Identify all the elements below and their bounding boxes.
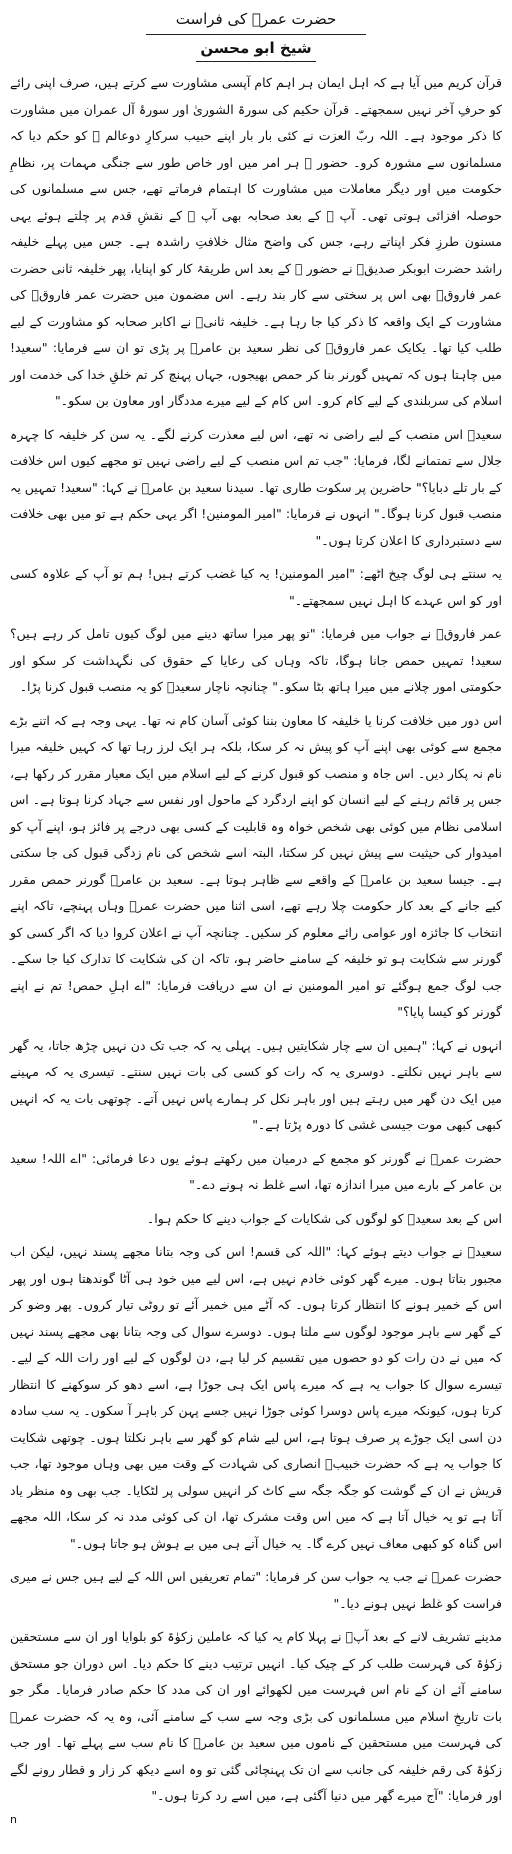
paragraph: سعیدؓ اس منصب کے لیے راضی نہ تھے، اس لیے معذرت کرنے لگے۔ یہ سن کر خلیفہ کا چہرہ جلال سے تمتمانے لگا، فرمایا: "جب تم اس منصب کے لیے راضی نہیں تو مجھے کیوں اس خلافت کے بار تلے دبایا؟" حاضرین پر سکوت طاری تھا۔ سیدنا سعید بن عامرؓ نے کہا: "سعید! تمہیں یہ منصب قبول کرنا ہوگا۔" انہوں نے فرمایا: "امیر المومنین! اگر یہی حکم ہے تو میں بھی خلافت سے دستبرداری کا اعلان کرتا ہوں۔" <box>10 426 502 548</box>
article-header <box>10 8 502 62</box>
paragraph: مدینے تشریف لانے کے بعد آپؓ نے پہلا کام یہ کیا کہ عاملین زکوٰۃ کو بلوایا اور ان سے مستحقین زکوٰۃ کی فہرست طلب کر کے چیک کیا۔ انہیں ترتیب دینے کا حکم دیا۔ اس دوران جو مستحق سامنے آئے ان کے نام اس فہرست میں لکھوائے اور ان کی مدد کا حکم صادر فرمایا۔ مگر جو بات تاریخِ اسلام میں مسلمانوں کی بڑی وجہ سے سب کے سامنے آئی، وہ یہ کہ حضرت عمرؓ کی فہرست میں مستحقین کے ناموں میں سعید بن عامرؓ کا نام سب سے پہلے تھا۔ اور جب زکوٰۃ کی رقم خلیفہ کی جانب سے ان تک پہنچائی گئی تو وہ اسے دیکھ کر زار و قطار رونے لگے اور فرمایا: "آج میرے گھر میں دنیا آگئی ہے، میں اسے رد کرتا ہوں۔" <box>10 1629 502 1803</box>
paragraph: حضرت عمرؓ نے گورنر کو مجمع کے درمیان میں رکھتے ہوئے یوں دعا فرمائی: "اے اللہ! سعید بن عامر کے بارے میں میرا اندازہ تھا، اسے غلط نہ ہونے دے۔" <box>10 1150 502 1192</box>
paragraph: اس دور میں خلافت کرنا یا خلیفہ کا معاون بننا کوئی آسان کام نہ تھا۔ یہی وجہ ہے کہ اتنے بڑے مجمع سے کوئی بھی اپنے آپ کو پیش نہ کر سکا، بلکہ ہر ایک لرز رہا تھا کہ کہیں خلیفہ میرا نام نہ پکار دیں۔ اس جاہ و منصب کو قبول کرنے کے لیے اسلام میں ایک معیار مقرر کر رکھا ہے، جس پر قائم رہنے کے لیے انسان کو اپنے اردگرد کے ماحول اور نفس سے جہاد کرنا ہوتا ہے۔ اس اسلامی نظام میں کوئی بھی شخص خواہ وہ قابلیت کے کسی بھی درجے پر فائز ہو، اپنے آپ کو امیدوار کی حیثیت سے پیش نہیں کر سکتا، البتہ اسے شخص کی نام زدگی قبول کی جا سکتی ہے۔ جیسا سعید بن عامرؓ کے واقعے سے ظاہر ہوتا ہے۔ سعید بن عامرؓ گورنر حمص مقرر کیے جانے کے بعد کار حکومت چلا رہے تھے، اسی اثنا میں حضرت عمرؓ وہاں پہنچے، تاکہ اپنے انتخاب کا جائزہ اور عوامی رائے معلوم کر سکیں۔ چنانچہ آپ نے اعلان کروا دیا کہ اگر کسی کو گورنر سے شکایت ہو تو خلیفہ کے سامنے حاضر ہو، تاکہ ان کی شکایت کا تدارک کیا جا سکے۔ جب لوگ جمع ہوگئے تو امیر المومنین نے ان سے دریافت فرمایا: "اے اہلِ حمص! تم نے اپنے گورنر کو کیسا پایا؟" <box>10 712 502 1019</box>
paragraph: اس کے بعد سعیدؓ کو لوگوں کی شکایات کے جواب دینے کا حکم ہوا۔ <box>146 1210 502 1226</box>
paragraph: قرآن کریم میں آیا ہے کہ اہل ایمان ہر اہم کام آپسی مشاورت سے کرتے ہیں، صرف اپنی رائے کو حرفِ آخر نہیں سمجھتے۔ قرآن حکیم کی سورۃ الشوریٰ اور سورۂ آل عمران میں مشاورت کا ذکر موجود ہے۔ اللہ ربّ العزت نے کئی بار بار اپنے حبیب سرکارِ دوعالم ﷺ کو حکم دیا کہ مسلمانوں سے مشورہ کرو۔ حضور ﷺ ہر امر میں اور خاص طور سے جنگی مہمات پر، نظامِ حکومت میں اور دیگر معاملات میں مشاورت کا اہتمام فرماتے تھے، جس سے مسلمانوں کی حوصلہ افزائی ہوتی تھی۔ آپ ﷺ کے بعد صحابہ بھی آپ ﷺ کے نقشِ قدم پر چلتے ہوئے یہی مسنون طرزِ فکر اپناتے رہے، جس کی واضح مثال خلافتِ راشدہ ہے۔ جس میں پہلے خلیفہ راشد حضرت ابوبکر صدیقؓ نے حضور ﷺ کے بعد اس طریقۂ کار کو اپنایا، پھر خلیفہ ثانی حضرت عمر فاروقؓ بھی اس پر سختی سے کار بند رہے۔ اس مضمون میں حضرت عمر فاروقؓ کی مشاورت کے ایک واقعہ کا ذکر کیا جا رہا ہے۔ خلیفہ ثانیؓ نے اکابر صحابہ کو مشاورت کے لیے طلب کیا تھا۔ یکایک عمر فاروقؓ کی نظر سعید بن عامرؓ پر پڑی تو ان سے فرمایا: "سعید! میں چاہتا ہوں کہ تمہیں گورنر بنا کر حمص بھیجوں، جہاں پہنچ کر تم خلقِ خدا کی خدمت اور اسلام کی سربلندی کے لیے کام کرو۔ اس کام کے لیے میرے مددگار اور معاون بن سکو۔" <box>10 75 502 408</box>
article-author: شیخ ابو محسن <box>200 39 312 57</box>
author-underline <box>196 61 316 62</box>
paragraph: عمر فاروقؓ نے جواب میں فرمایا: "تو پھر میرا ساتھ دینے میں لوگ کیوں تامل کر رہے ہیں؟ سعید! تمہیں حمص جانا ہوگا، تاکہ وہاں کی رعایا کے حقوق کی نگہداشت کر سکو اور حکومتی امور چلانے میں میرا ہاتھ بٹا سکو۔" چنانچہ ناچار سعیدؓ کو یہ منصب قبول کرنا پڑا۔ <box>10 626 502 694</box>
paragraph: حضرت عمرؓ نے جب یہ جواب سن کر فرمایا: "تمام تعریفیں اس اللہ کے لیے ہیں جس نے میری فراست کو غلط نہیں ہونے دیا۔" <box>10 1569 502 1611</box>
article-body <box>10 70 502 1810</box>
paragraph: یہ سنتے ہی لوگ چیخ اٹھے: "امیر المومنین! یہ کیا غضب کرتے ہیں! ہم تو آپ کے علاوہ کسی اور کو اس عہدے کا اہل نہیں سمجھتے۔" <box>10 566 502 608</box>
end-mark: n <box>10 1812 17 1826</box>
paragraph: سعیدؓ نے جواب دیتے ہوئے کہا: "اللہ کی قسم! اس کی وجہ بتانا مجھے پسند نہیں، لیکن اب مجبور بتاتا ہوں۔ میرے گھر کوئی خادم نہیں ہے، اس لیے میں خود ہی آٹا گوندھتا ہوں اور پھر اس کے خمیر ہونے کا انتظار کرتا ہوں۔ کہ آٹے میں خمیر آئے تو روٹی تیار کروں۔ پھر وضو کر کے گھر سے باہر موجود لوگوں سے ملتا ہوں۔ دوسرے سوال کی وجہ بتانا بھی مجھے پسند نہیں کہ میں نے دن رات کو دو حصوں میں تقسیم کر لیا ہے، دن لوگوں کے لیے اور رات اللہ کے لیے۔ تیسرے سوال کا جواب یہ ہے کہ میرے پاس ایک ہی جوڑا ہے، اسے دھو کر سوکھنے کا انتظار کرتا ہوں، کیونکہ میرے پاس دوسرا کوئی جوڑا نہیں جسے پہن کر باہر آ سکوں۔ یہ سب سادہ دن اسی ایک جوڑے پر صرف ہوتا ہے، اس لیے شام کو گھر سے باہر نکلتا ہوں۔ چوتھی شکایت کا جواب یہ ہے کہ حضرت خبیبؓ انصاری کی شہادت کے وقت میں بھی وہاں موجود تھا، جب قریش نے ان کے گوشت کو جگہ جگہ سے کاٹ کر انہیں سولی پر لٹکایا۔ جب بھی وہ منظر یاد آتا ہے تو یہ خیال آتا ہے کہ میں اس وقت مشرک تھا، ان کی کوئی مدد نہ کر سکا، اللہ مجھے اس گناہ کو کبھی معاف نہیں کرے گا۔ یہ خیال آتے ہی میں بے ہوش ہو جاتا ہوں۔" <box>10 1244 502 1551</box>
paragraph: انہوں نے کہا: "ہمیں ان سے چار شکایتیں ہیں۔ پہلی یہ کہ جب تک دن نہیں چڑھ جاتا، یہ گھر سے باہر نہیں نکلتے۔ دوسری یہ کہ رات کو کسی کی بات نہیں سنتے۔ تیسری یہ کہ مہینے میں ایک دن گھر میں رہتے ہیں اور باہر نکل کر ہمارے پاس نہیں آتے۔ چوتھی بات یہ کہ انہیں کبھی کبھی موت جیسی غشی کا دورہ پڑتا ہے۔" <box>10 1037 502 1132</box>
article-title: حضرت عمرؓ کی فراست <box>146 8 366 35</box>
